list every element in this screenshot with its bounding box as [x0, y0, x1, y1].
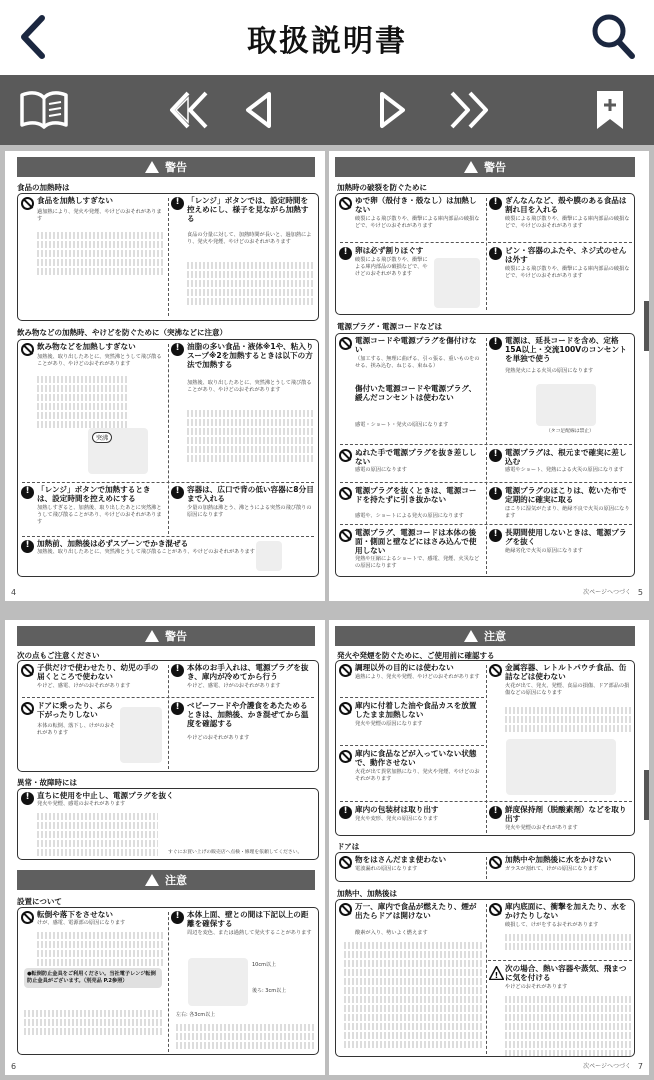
- caution-item: [18, 340, 168, 480]
- mandatory-icon: [489, 487, 502, 500]
- scrollbar-thumb[interactable]: [644, 301, 649, 351]
- warning-box: [335, 333, 635, 577]
- caution-item: [18, 483, 168, 535]
- microwave-clearance-illustration: [188, 958, 248, 1006]
- item-heading: 「レンジ」ボタンでは、設定時間を控えめにし、様子を見ながら加熱する: [187, 196, 309, 223]
- prohibited-icon: [339, 903, 352, 916]
- item-body: 破裂による飛び散りや、衝撃による庫内部品の破損などで、やけどのおそれがあります: [505, 266, 630, 279]
- item-body: 電波漏れの原因になります: [355, 866, 418, 872]
- caution-item: [168, 483, 318, 535]
- item-heading: ぬれた手で電源プラグを抜き差ししない: [355, 448, 477, 466]
- caution-item: [486, 334, 636, 442]
- item-body: 発火や発煙の原因になります: [355, 721, 423, 727]
- item-heading: 金属容器、レトルトパウチ食品、缶詰などは使わない: [505, 663, 627, 681]
- item-body: 破裂による飛び散りや、衝撃による庫内部品の破損などで、やけどのおそれがあります: [505, 216, 630, 229]
- boiling-cup-illustration: [88, 428, 148, 474]
- prohibited-icon: [339, 750, 352, 763]
- page-number: 5: [637, 588, 643, 597]
- item-footnote: すぐにお買い上げの販売店へ点検・修理を依頼してください。: [168, 850, 303, 855]
- item-heading: 物をはさんだまま使わない: [355, 855, 447, 864]
- item-body: 加熱後、取り出したあとに、突然沸とうして飛び散ることがあり、やけどのおそれがあります: [187, 380, 312, 393]
- item-body: ほこりに湿気がたまり、絶縁不良で火災の原因になります: [505, 506, 630, 519]
- caution-item: [18, 661, 168, 697]
- cup-spoon-illustration: [256, 541, 282, 571]
- illustration-caption: （タコ足配線は禁止）: [546, 429, 594, 434]
- item-body: 感電の原因になります: [355, 467, 407, 473]
- manual-page-6: [5, 620, 325, 1075]
- item-heading: 電源プラグを抜くときは、電源コードを持たずに引き抜かない: [355, 486, 477, 504]
- item-heading: 長期間使用しないときは、電源プラグを抜く: [505, 528, 627, 546]
- caution-item: [336, 484, 486, 524]
- item-body: けが、感電、電源部の原因になります: [37, 920, 126, 926]
- prohibited-icon: [339, 856, 352, 869]
- manual-page-5: [329, 151, 649, 601]
- prohibited-icon: [339, 487, 352, 500]
- caution-item: [336, 853, 486, 881]
- top-clearance: 10cm以上: [252, 962, 276, 968]
- prohibited-icon: [339, 664, 352, 677]
- item-body: 破裂による飛び散りや、衝撃による庫内部品の破損などで、やけどのおそれがあります: [355, 216, 480, 229]
- caution-item: [336, 803, 486, 835]
- prohibited-icon: [339, 449, 352, 462]
- item-heading: 加熱中や加熱後に水をかけない: [505, 855, 612, 864]
- item-body: ガラスが割れて、けがの原因になります: [505, 866, 599, 872]
- caution-item: [18, 537, 318, 577]
- manual-page-4: [5, 151, 325, 601]
- search-icon[interactable]: [590, 12, 636, 60]
- section-heading: 電源プラグ・電源コードなどは: [337, 322, 442, 331]
- item-body: 火花が出て、発火、発煙、食品の損傷、ドア部品の損傷などの原因になります: [505, 683, 630, 696]
- prohibited-icon: [21, 702, 34, 715]
- prohibited-icon: [489, 856, 502, 869]
- item-heading: 電源コードや電源プラグを傷付けない: [355, 336, 477, 354]
- caution-item: [168, 908, 318, 1054]
- item-body: 加熱後、取り出したあとに、突然沸とうして飛び散ることがあり、やけどのおそれがあります: [37, 354, 162, 367]
- item-heading: ドアに乗ったり、ぶら下がったりしない: [37, 701, 113, 719]
- item-heading: 卵は必ず割りほぐす: [355, 246, 424, 255]
- item-heading: 庫内に食品などが入っていない状態で、動作させない: [355, 749, 477, 767]
- item-body: 加熱しすぎると、加熱後、取り出したあとに突然沸とうして飛び散ることがあり、やけどのおそれがあります: [37, 505, 162, 525]
- book-icon[interactable]: [18, 89, 70, 131]
- mandatory-icon: [171, 343, 184, 356]
- caution-item: [336, 747, 486, 801]
- fast-rewind-icon[interactable]: [168, 89, 210, 131]
- fast-forward-icon[interactable]: [448, 89, 490, 131]
- banner-label: 注意: [484, 630, 506, 643]
- metal-container-illustration: [506, 739, 616, 795]
- item-body: 本体の転倒、落下し、けがのおそれがあります: [37, 723, 115, 736]
- caution-item: [18, 699, 168, 771]
- prohibited-icon: [21, 197, 34, 210]
- prohibited-icon: [21, 911, 34, 924]
- warning-triangle-icon: [464, 630, 478, 642]
- item-heading: 本体のお手入れは、電源プラグを抜き、庫内が冷めてから行う: [187, 663, 309, 681]
- item-body: 発火や発煙、感電のおそれがあります: [37, 801, 126, 807]
- bookmark-add-icon[interactable]: [594, 89, 626, 131]
- caution-item: [486, 900, 636, 960]
- page-title: 取扱説明書: [247, 23, 407, 59]
- item-heading: 鮮度保持剤（脱酸素剤）などを取り出す: [505, 805, 627, 823]
- egg-bowl-illustration: [434, 258, 480, 308]
- warning-triangle-icon: [464, 161, 478, 173]
- section-heading: 設置について: [17, 897, 62, 906]
- mandatory-icon: [489, 449, 502, 462]
- item-heading: 加熱前、加熱後は必ずスプーンでかき混ぜる: [37, 539, 189, 548]
- item-heading: 電源は、延長コードを含め、定格15A以上・交流100Vのコンセントを単独で使う: [505, 336, 627, 363]
- warning-box: [17, 660, 319, 772]
- warning-triangle-icon: [145, 874, 159, 886]
- unplug-icon: [171, 664, 184, 677]
- item-body: 発熱発火による火災の原因になります: [505, 368, 594, 374]
- mandatory-icon: [489, 247, 502, 260]
- item-body: 酸素が入り、勢いよく燃えます: [355, 930, 428, 936]
- item-body: 破裂による飛び散りや、衝撃による庫内部品の破損などで、やけどのおそれがあります: [355, 257, 428, 277]
- caution-triangle-icon: [489, 965, 502, 978]
- mandatory-icon: [489, 197, 502, 210]
- page-number: 6: [11, 1062, 17, 1071]
- warning-banner: [17, 626, 315, 646]
- mandatory-icon: [21, 792, 34, 805]
- item-body: 感電や、ショートによる発火の原因になります: [355, 513, 464, 519]
- item-heading: 電源プラグは、根元まで確実に差し込む: [505, 448, 627, 466]
- caution-item: [486, 803, 636, 835]
- item-heading: 電源プラグのほこりは、乾いた布で定期的に確実に取る: [505, 486, 627, 504]
- prohibited-icon: [339, 337, 352, 350]
- scrollbar-thumb[interactable]: [644, 770, 649, 820]
- chevron-left-icon[interactable]: [14, 12, 50, 62]
- caution-box: [335, 660, 635, 836]
- section-heading: 加熱時の破裂を防ぐために: [337, 183, 427, 192]
- caution-item: [168, 340, 318, 480]
- mandatory-icon: [339, 806, 352, 819]
- mandatory-icon: [171, 197, 184, 210]
- item-body: 加熱後、取り出したあとに、突然沸とうして飛び散ることがあり、やけどのおそれがあります: [37, 549, 255, 555]
- item-body: 過熱により、発火や発煙、やけどのおそれがあります: [355, 674, 480, 680]
- warning-box: [17, 193, 319, 321]
- mandatory-icon: [171, 702, 184, 715]
- caution-item: [486, 962, 636, 1056]
- prohibited-icon: [21, 664, 34, 677]
- caution-item: [336, 699, 486, 745]
- item-heading: 庫内の包装材は取り出す: [355, 805, 439, 814]
- caution-item: [336, 900, 486, 1056]
- continued-label: 次ページへつづく: [583, 589, 631, 596]
- caution-item: [486, 661, 636, 801]
- item-note: ●転倒防止金具をご利用ください。当社電子レンジ転倒防止金具がございます。（別売品 P.2参照）: [24, 968, 162, 988]
- caution-item: [486, 484, 636, 524]
- warning-triangle-icon: [145, 161, 159, 173]
- item-heading: 庫内底面に、衝撃を加えたり、水をかけたりしない: [505, 902, 627, 920]
- item-heading: 食品を加熱しすぎない: [37, 196, 113, 205]
- item-body: 発火や発煙のおそれがあります: [505, 825, 578, 831]
- continued-label: 次ページへつづく: [583, 1063, 631, 1070]
- item-body: 過加熱により、発火や発煙、やけどのおそれがあります: [37, 209, 162, 222]
- item-heading: 油脂の多い食品・液体※1や、粘入りスープ※2を加熱するときは以下の方法で加熱する: [187, 342, 314, 369]
- item-heading: 直ちに使用を中止し、電源プラグを抜く: [37, 791, 174, 800]
- prohibited-icon: [21, 343, 34, 356]
- side-clearance: 左右: 各3cm以上: [176, 1012, 216, 1018]
- warning-box: [335, 193, 635, 315]
- item-heading: 庫内に付着した油や食品カスを放置したまま加熱しない: [355, 701, 477, 719]
- manual-spread[interactable]: [0, 145, 654, 1080]
- previous-page-icon[interactable]: [243, 89, 273, 131]
- caution-item: [18, 908, 168, 1054]
- prohibited-icon: [339, 197, 352, 210]
- caution-item: [336, 334, 486, 442]
- caution-box: [335, 899, 635, 1057]
- caution-item: [336, 661, 486, 697]
- warning-banner: [17, 157, 315, 177]
- item-body: やけど、感電、けがのおそれがあります: [187, 683, 281, 689]
- item-body: 食品の分量に対して、加熱時間が長いと、過加熱により、発火や発煙、やけどのおそれがあります: [187, 232, 312, 245]
- caution-box: [335, 852, 635, 882]
- warning-banner: [335, 157, 635, 177]
- item-body: やけどのおそれがあります: [505, 984, 568, 990]
- prohibited-icon: [489, 664, 502, 677]
- caution-item: [18, 194, 168, 319]
- mandatory-icon: [489, 806, 502, 819]
- item-body: 感電・ショート・発火の原因になります: [355, 422, 449, 428]
- caution-item: [486, 446, 636, 482]
- item-heading: 転倒や落下をさせない: [37, 910, 113, 919]
- viewer-toolbar: [0, 75, 654, 145]
- caution-box: [17, 907, 319, 1055]
- octopus-wiring-illustration: [536, 384, 596, 426]
- item-body: 発火や変形、発火の原因になります: [355, 816, 439, 822]
- warning-box: [17, 788, 319, 860]
- mandatory-icon: [489, 337, 502, 350]
- item-body: （加工する、無理に曲げる、引っ張る、重いものをのせる、挟み込む、ねじる、束ねる）: [355, 356, 480, 369]
- item-heading: 電源プラグ、電源コードは本体の後面・側面と壁などにはさみ込んで使用しない: [355, 528, 477, 555]
- item-heading: 万一、庫内で食品が燃えたり、煙が出たらドアは開けない: [355, 902, 477, 920]
- caution-item: [486, 853, 636, 881]
- app-header: [0, 0, 654, 75]
- prohibited-icon: [339, 702, 352, 715]
- section-heading: 発火や発煙を防ぐために、ご使用前に確認する: [337, 651, 495, 660]
- door-hanging-illustration: [120, 707, 162, 763]
- item-heading: 子供だけで使わせたり、幼児の手の届くところで使わない: [37, 663, 159, 681]
- bumping-tag: 突沸: [92, 432, 112, 443]
- rear-clearance: 後ろ: 3cm以上: [252, 988, 287, 994]
- item-heading: 傷付いた電源コードや電源プラグ、緩んだコンセントは使わない: [355, 384, 477, 402]
- warning-triangle-icon: [145, 630, 159, 642]
- item-heading: 容器は、広口で背の低い容器に8分目まで入れる: [187, 485, 314, 503]
- item-body: やけどのおそれがあります: [187, 735, 250, 741]
- item-body: 火花が出て異常加熱になり、発火や発煙、やけどのおそれがあります: [355, 769, 480, 782]
- caution-item: [18, 789, 318, 859]
- caution-item: [486, 526, 636, 576]
- next-page-icon[interactable]: [378, 89, 408, 131]
- prohibited-icon: [339, 529, 352, 542]
- item-heading: ベビーフードや介護食をあたためるときは、加熱後、かき混ぜてから温度を確認する: [187, 701, 309, 728]
- item-heading: ぎんなんなど、殻や膜のある食品は割れ目を入れる: [505, 196, 627, 214]
- caution-item: [486, 194, 636, 242]
- item-heading: ビン・容器のふたや、ネジ式のせんは外す: [505, 246, 627, 264]
- item-heading: 「レンジ」ボタンで加熱するときは、設定時間を控えめにする: [37, 485, 151, 503]
- mandatory-icon: [21, 540, 34, 553]
- banner-label: 警告: [484, 161, 506, 174]
- page-number: 4: [11, 588, 17, 597]
- section-heading: 飲み物などの加熱時、やけどを防ぐために（突沸などに注意）: [17, 328, 227, 337]
- item-heading: 次の場合、熱い容器や蒸気、飛まつに気を付ける: [505, 964, 627, 982]
- item-body: 破損して、けがをするおそれがあります: [505, 922, 599, 928]
- caution-item: [168, 194, 318, 319]
- caution-item: [168, 699, 318, 771]
- banner-label: 警告: [165, 161, 187, 174]
- caution-banner: [17, 870, 315, 890]
- caution-item: [336, 194, 486, 242]
- banner-label: 注意: [165, 874, 187, 887]
- mandatory-icon: [489, 529, 502, 542]
- item-heading: ゆで卵（殻付き・殻なし）は加熱しない: [355, 196, 477, 214]
- prohibited-icon: [489, 903, 502, 916]
- caution-item: [486, 244, 636, 314]
- item-body: 感電やショート、発熱による火災の原因になります: [505, 467, 624, 473]
- manual-page-7: [329, 620, 649, 1075]
- mandatory-icon: [171, 911, 184, 924]
- mandatory-icon: [171, 486, 184, 499]
- section-heading: ドアは: [337, 842, 360, 851]
- item-heading: 飲み物などを加熱しすぎない: [37, 342, 136, 351]
- item-body: 周辺を変色、または過熱して発火することがあります: [187, 930, 312, 936]
- section-heading: 加熱中、加熱後は: [337, 889, 397, 898]
- caution-banner: [335, 626, 635, 646]
- mandatory-icon: [339, 247, 352, 260]
- caution-item: [168, 661, 318, 697]
- caution-item: [336, 446, 486, 482]
- page-number: 7: [637, 1062, 643, 1071]
- banner-label: 警告: [165, 630, 187, 643]
- item-heading: 調理以外の目的には使わない: [355, 663, 454, 672]
- warning-box: [17, 339, 319, 577]
- item-body: 少量の加熱は沸とう、沸とうによる突然の飛び散りの原因になります: [187, 505, 312, 518]
- caution-item: [336, 244, 486, 314]
- section-heading: 食品の加熱時は: [17, 183, 70, 192]
- caution-item: [336, 526, 486, 576]
- mandatory-icon: [21, 486, 34, 499]
- section-heading: 次の点もご注意ください: [17, 651, 100, 660]
- item-body: やけど、感電、けがのおそれがあります: [37, 683, 131, 689]
- section-heading: 異常・故障時には: [17, 778, 77, 787]
- svg-text:!: !: [494, 971, 499, 980]
- item-body: 絶縁劣化で火災の原因になります: [505, 548, 583, 554]
- item-heading: 本体上面、壁との間は下記以上の距離を確保する: [187, 910, 309, 928]
- item-body: 発熱や圧縮によるショートで、感電、発煙、火災などの原因になります: [355, 556, 480, 569]
